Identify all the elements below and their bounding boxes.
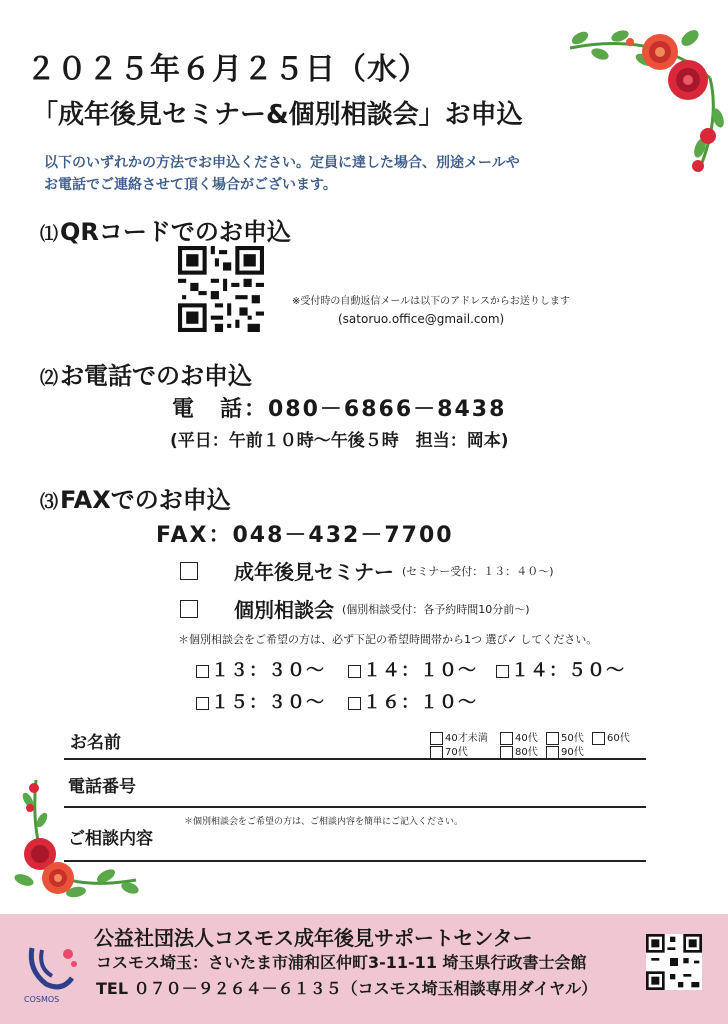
name-field-line[interactable]	[64, 758, 646, 760]
consult-field-line[interactable]	[64, 860, 646, 862]
section-number: ⑶	[40, 492, 58, 513]
organization-tel[interactable]: TEL ０７０－９２６４－６１３５（コスモス埼玉相談専用ダイヤル）	[96, 979, 598, 998]
section-fax-heading	[40, 480, 231, 515]
age-label: 50代	[561, 733, 584, 744]
organization-address: コスモス埼玉：さいたま市浦和区仲町3-11-11 埼玉県行政書士会館	[96, 953, 587, 972]
seminar-checkbox[interactable]	[180, 562, 198, 580]
slot-label: １６：１０～	[363, 692, 477, 713]
consultation-label: 個別相談会	[234, 598, 334, 622]
section-number: ⑵	[40, 368, 58, 389]
time-slot	[196, 688, 325, 714]
slot-label: １４：５０～	[511, 660, 625, 681]
age-checkbox[interactable]	[430, 746, 443, 759]
intro-line-2: お電話でご連絡させて頂く場合がございます。	[44, 177, 337, 193]
consult-content-label: ご相談内容	[68, 829, 153, 849]
section-qr-heading	[40, 212, 291, 247]
cosmos-logo-icon	[22, 936, 82, 1004]
age-label: 80代	[515, 747, 538, 758]
consultation-checkbox[interactable]	[180, 600, 198, 618]
consult-content-note: ＊個別相談会をご希望の方は、ご相談内容を簡単にご記入ください。	[184, 817, 464, 827]
phone-hours: (平日：午前１０時～午後５時 担当：岡本)	[170, 431, 509, 451]
option-consultation	[180, 594, 530, 623]
intro-text	[44, 152, 644, 196]
seminar-reception-note: (セミナー受付：１３：４０～)	[402, 564, 554, 578]
time-slot	[496, 656, 625, 682]
phone-label: 電話番号	[68, 777, 136, 797]
footer-qr-code-icon[interactable]	[646, 934, 702, 990]
section-title: FAXでのお申込	[60, 486, 231, 514]
section-title: お電話でのお申込	[60, 362, 252, 390]
consult-time-note: ＊個別相談会をご希望の方は、必ず下記の希望時間帯から1つ 選び✓ してください。	[178, 633, 598, 646]
slot-checkbox[interactable]	[348, 697, 361, 710]
organization-name: 公益社団法人コスモス成年後見サポートセンター	[94, 926, 533, 950]
age-label: 60代	[607, 733, 630, 744]
name-label: お名前	[70, 733, 121, 753]
fax-number[interactable]: FAX：048－432－7700	[156, 523, 454, 548]
age-label: 90代	[561, 747, 584, 758]
slot-label: １４：１０～	[363, 660, 477, 681]
age-option	[546, 743, 584, 759]
cosmos-logo-text: COSMOS	[24, 995, 60, 1004]
option-seminar	[180, 556, 554, 585]
auto-reply-note: ※受付時の自動返信メールは以下のアドレスからお送りします	[292, 296, 570, 307]
age-checkbox[interactable]	[546, 746, 559, 759]
slot-checkbox[interactable]	[196, 665, 209, 678]
intro-line-1: 以下のいずれかの方法でお申込ください。定員に達した場合、別途メールや	[44, 155, 520, 171]
event-date: ２０２５年６月２５日（水）	[26, 52, 429, 87]
phone-field-line[interactable]	[64, 806, 646, 808]
age-option	[430, 743, 468, 759]
qr-code-icon[interactable]	[178, 246, 264, 332]
age-label: 40代	[515, 733, 538, 744]
reply-email[interactable]: (satoruo.office@gmail.com)	[338, 312, 505, 326]
slot-checkbox[interactable]	[348, 665, 361, 678]
time-slot	[348, 688, 477, 714]
time-slot	[196, 656, 325, 682]
age-label: 40才未満	[445, 733, 488, 744]
section-title: QRコードでのお申込	[60, 218, 291, 246]
age-checkbox[interactable]	[592, 732, 605, 745]
slot-label: １５：３０～	[211, 692, 325, 713]
seminar-label: 成年後見セミナー	[234, 560, 394, 584]
slot-checkbox[interactable]	[496, 665, 509, 678]
section-number: ⑴	[40, 224, 58, 245]
page-title: 「成年後見セミナー&個別相談会」お申込	[32, 100, 523, 130]
phone-number[interactable]: 電 話：080－6866－8438	[172, 397, 507, 422]
consultation-reception-note: (個別相談受付：各予約時間10分前～)	[342, 602, 530, 616]
section-phone-heading	[40, 356, 252, 391]
time-slot	[348, 656, 477, 682]
age-option	[592, 729, 630, 745]
slot-label: １３：３０～	[211, 660, 325, 681]
slot-checkbox[interactable]	[196, 697, 209, 710]
age-option	[500, 743, 538, 759]
age-label: 70代	[445, 747, 468, 758]
age-checkbox[interactable]	[500, 746, 513, 759]
